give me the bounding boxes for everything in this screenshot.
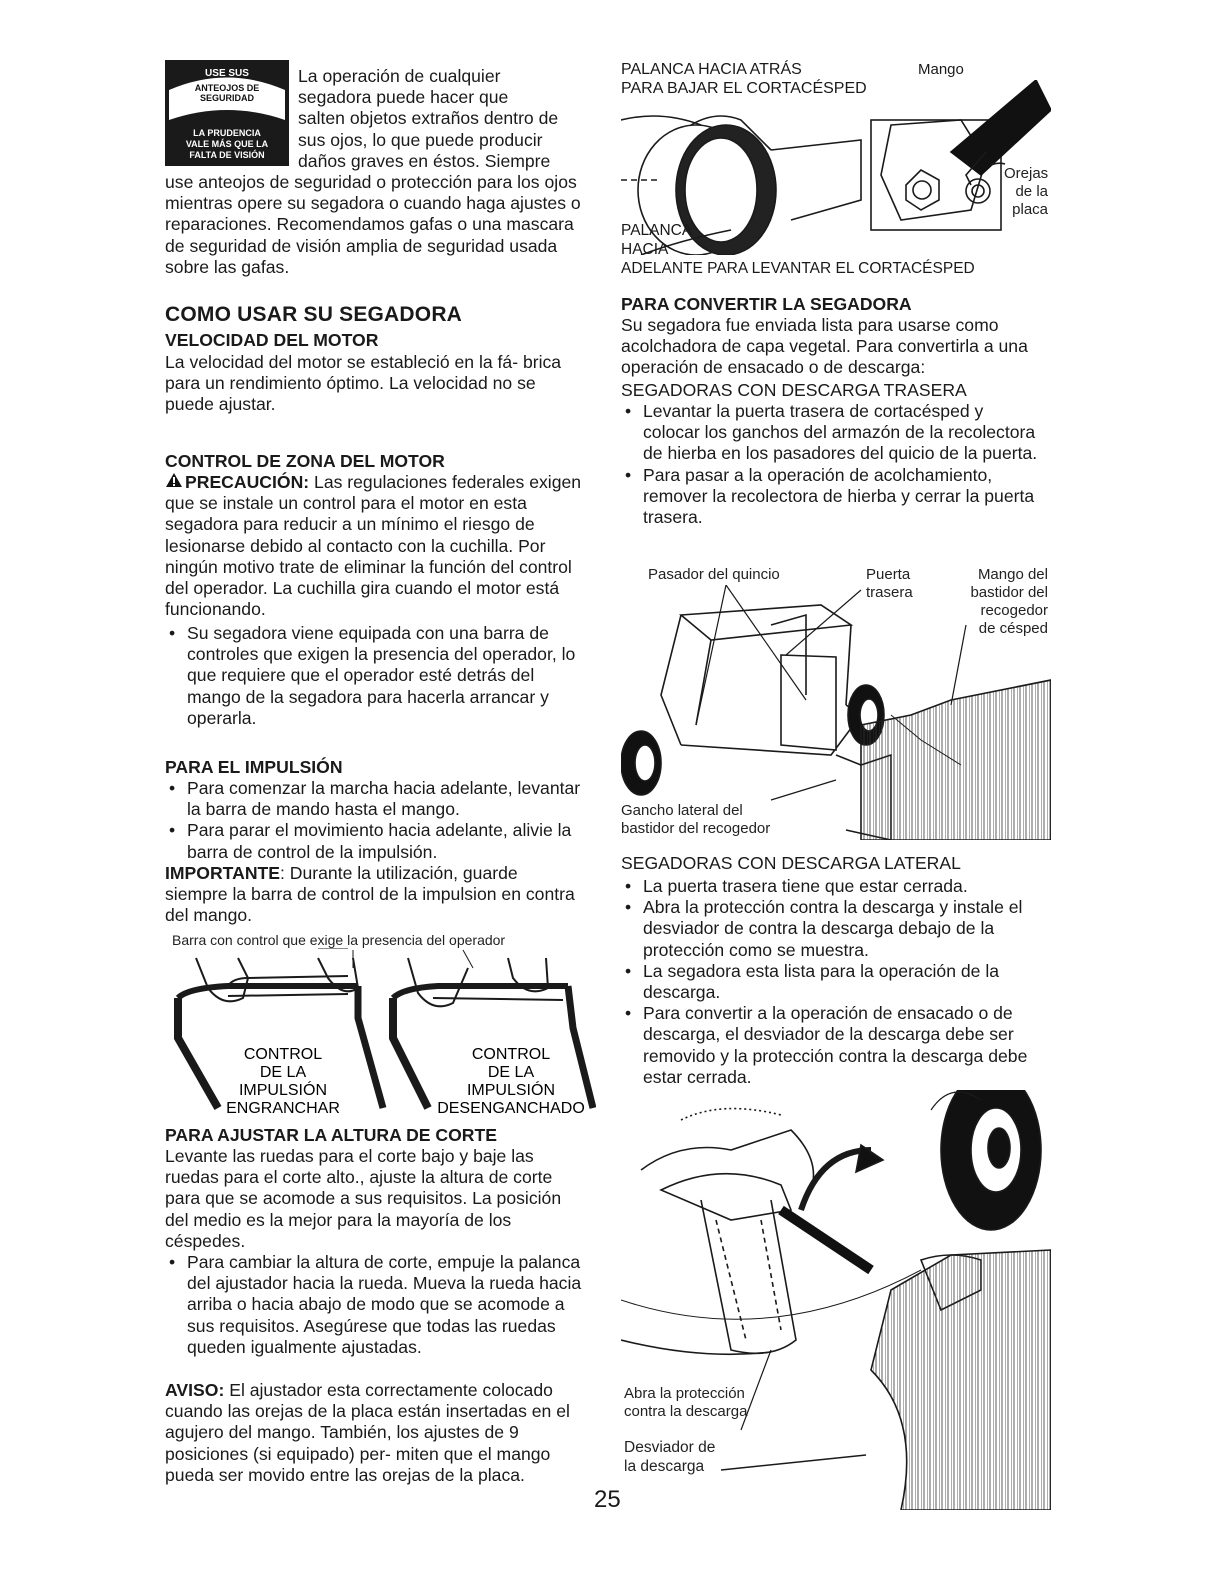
subtitle-control-zona: CONTROL DE ZONA DEL MOTOR [165, 451, 445, 471]
mango-line: de césped [978, 620, 1048, 637]
subtitle-lateral: SEGADORAS CON DESCARGA LATERAL [621, 853, 961, 873]
svg-text:ENGRANCHAR: ENGRANCHAR [226, 1100, 340, 1117]
wheel-label-mango: Mango [918, 61, 964, 78]
aviso-label: AVISO: [165, 1380, 225, 1400]
palanca-line: HACIA [621, 241, 669, 258]
gancho-line: bastidor del recogedor [621, 820, 771, 837]
intro-line: salten objetos extraños dentro de [298, 108, 559, 129]
desviador-line: Desviador de [624, 1439, 716, 1456]
intro-wrap-lines [298, 66, 598, 172]
subtitle-convertir: PARA CONVERTIR LA SEGADORA [621, 294, 912, 314]
bag-label-pasador: Pasador del quincio [648, 566, 780, 583]
section-title-como-usar: COMO USAR SU SEGADORA [165, 303, 463, 326]
intro-line: La operación de cualquier [298, 66, 501, 86]
svg-text:SEGURIDAD: SEGURIDAD [199, 93, 255, 103]
mango-line: bastidor del [970, 584, 1048, 601]
list-item: • La segadora esta lista para la operación de la descarga. [621, 961, 1041, 1003]
bag-label-gancho [621, 802, 770, 838]
subtitle-trasera: SEGADORAS CON DESCARGA TRASERA [621, 380, 967, 400]
aviso-body: El ajustador esta correctamente colocado cuando las orejas de la placa están insertadas en el agujero del mango. También, los ajustes de 9 posiciones (si equipado) per- miten que el mango pueda ser movido entre las orejas de la placa. [165, 1380, 570, 1485]
control-bullets [165, 623, 585, 729]
wheel-label-palanca [621, 221, 975, 278]
precaucion-text: Las regulaciones federales exigen que se instale un control para el motor en esta segadora para reducir a un mínimo el riesgo de lesionarse debido al contacto con la cuchilla. Por ningún motivo trate de eliminar la función del control del operador. La cuchilla gira cuando el motor está funcionando. [165, 472, 582, 620]
wheel-label-line: PALANCA HACIA ATRÁS [621, 61, 802, 78]
intro-line: daños graves en éstos. Siempre [298, 150, 551, 171]
subtitle-impulsion: PARA EL IMPULSIÓN [165, 757, 343, 777]
wheel-label-orejas [1004, 165, 1048, 219]
svg-text:IMPULSIÓN: IMPULSIÓN [466, 1082, 556, 1099]
importante-text [165, 863, 585, 927]
intro-line: segadora puede hacer que [298, 87, 509, 108]
chute-label-abra [624, 1385, 747, 1421]
wheel-label-line: PARA BAJAR EL CORTACÉSPED [621, 80, 867, 97]
svg-text:DESENGANCHADO: DESENGANCHADO [437, 1100, 585, 1117]
orejas-line: Orejas [1004, 165, 1049, 182]
orejas-line: de la [1015, 183, 1048, 200]
puerta-line: trasera [866, 584, 913, 601]
handle-figure [168, 948, 596, 1120]
lateral-bullets [621, 876, 1041, 1088]
gancho-line: Gancho lateral del [621, 802, 743, 819]
svg-text:CONTROL: CONTROL [471, 1046, 551, 1063]
convertir-text: Su segadora fue enviada lista para usarse como acolchadora de capa vegetal. Para convertirla a una operación de ensacado o de descarga: [621, 315, 1028, 378]
list-item: • Levantar la puerta trasera de cortacésped y colocar los ganchos del armazón de la recolectora de hierba en los pasadores del quicio de la puerta. [621, 401, 1041, 465]
list-item: • Para convertir a la operación de ensacado o de descarga, el desviador de la descarga debe ser removido y la protección contra la descarga debe estar cerrada. [621, 1003, 1041, 1088]
abra-line: Abra la protección [624, 1385, 745, 1402]
list-item: • Para parar el movimiento hacia adelante, alivie la barra de control de la impulsión. [165, 820, 585, 862]
svg-text:DE LA: DE LA [259, 1064, 307, 1081]
altura-bullets [165, 1252, 585, 1358]
precaucion-label: PRECAUCIÓN: [185, 472, 310, 492]
palanca-line: ADELANTE PARA LEVANTAR EL CORTACÉSPED [621, 260, 975, 277]
importante-label: IMPORTANTE [165, 863, 281, 883]
abra-line: contra la descarga [624, 1403, 748, 1420]
svg-text:FALTA DE VISIÓN: FALTA DE VISIÓN [189, 150, 265, 160]
svg-text:IMPULSIÓN: IMPULSIÓN [238, 1082, 328, 1099]
safety-glasses-badge [165, 60, 289, 166]
svg-text:DE LA: DE LA [487, 1064, 535, 1081]
svg-text:CONTROL: CONTROL [243, 1046, 323, 1063]
altura-text: Levante las ruedas para el corte bajo y baje las ruedas para el corte alto., ajuste la altura de corte para que se acomode a sus requisitos. La posición del medio es la mejor para la mayoría de los céspedes. [165, 1146, 562, 1251]
subtitle-velocidad: VELOCIDAD DEL MOTOR [165, 330, 379, 350]
warning-icon [165, 472, 185, 493]
svg-text:USE SUS: USE SUS [205, 68, 249, 79]
aviso-text [165, 1380, 589, 1486]
svg-text:ANTEOJOS DE: ANTEOJOS DE [194, 83, 260, 93]
puerta-line: Puerta [866, 566, 911, 583]
precaucion-block [165, 472, 585, 620]
importante-body: : Durante la utilización, guarde siempre la barra de control de la impulsion en contra del mango. [165, 863, 575, 926]
list-item: • Su segadora viene equipada con una barra de controles que exigen la presencia del operador, lo que requiere que el operador esté detrás del mango de la segadora para hacerla arrancar y operarla. [165, 623, 585, 729]
page-number: 25 [594, 1486, 621, 1513]
intro-paragraph: use anteojos de seguridad o protección para los ojos mientras opere su segadora o cuando haga ajustes o reparaciones. Recomendamos gafas o una mascara de seguridad de visión amplia de seguridad usada sobre las gafas. [165, 172, 581, 277]
list-item: • Abra la protección contra la descarga y instale el desviador de contra la descarga debajo de la protección como se muestra. [621, 897, 1041, 961]
chute-label-desviador [624, 1438, 715, 1476]
trasera-bullets [621, 401, 1041, 528]
list-item: • Para comenzar la marcha hacia adelante, levantar la barra de mando hasta el mango. [165, 778, 585, 820]
subtitle-altura: PARA AJUSTAR LA ALTURA DE CORTE [165, 1125, 497, 1145]
impulsion-bullets [165, 778, 585, 863]
svg-text:LA PRUDENCIA: LA PRUDENCIA [193, 128, 261, 138]
velocidad-text: La velocidad del motor se estableció en la fá- brica para un rendimiento óptimo. La velocidad no se puede ajustar. [165, 352, 562, 415]
svg-text:VALE MÁS QUE LA: VALE MÁS QUE LA [185, 139, 269, 149]
palanca-line: PALANCA [621, 222, 693, 239]
list-item: • La puerta trasera tiene que estar cerrada. [621, 876, 1041, 897]
handle-figure-caption: Barra con control que exige la presencia del operador [172, 932, 506, 948]
orejas-line: placa [1012, 201, 1048, 218]
list-item: • Para cambiar la altura de corte, empuje la palanca del ajustador hacia la rueda. Mueva la rueda hacia arriba o hacia abajo de modo que se acomode a sus requisitos. Asegúrese que todas las ruedas queden igualmente ajustadas. [165, 1252, 585, 1358]
desviador-line: la descarga [624, 1458, 705, 1475]
list-item: • Para pasar a la operación de acolchamiento, remover la recolectora de hierba y cerrar la puerta trasera. [621, 465, 1041, 529]
mango-line: Mango del [977, 566, 1048, 583]
intro-line: sus ojos, lo que puede producir [298, 129, 543, 150]
mango-line: recogedor [980, 602, 1048, 619]
